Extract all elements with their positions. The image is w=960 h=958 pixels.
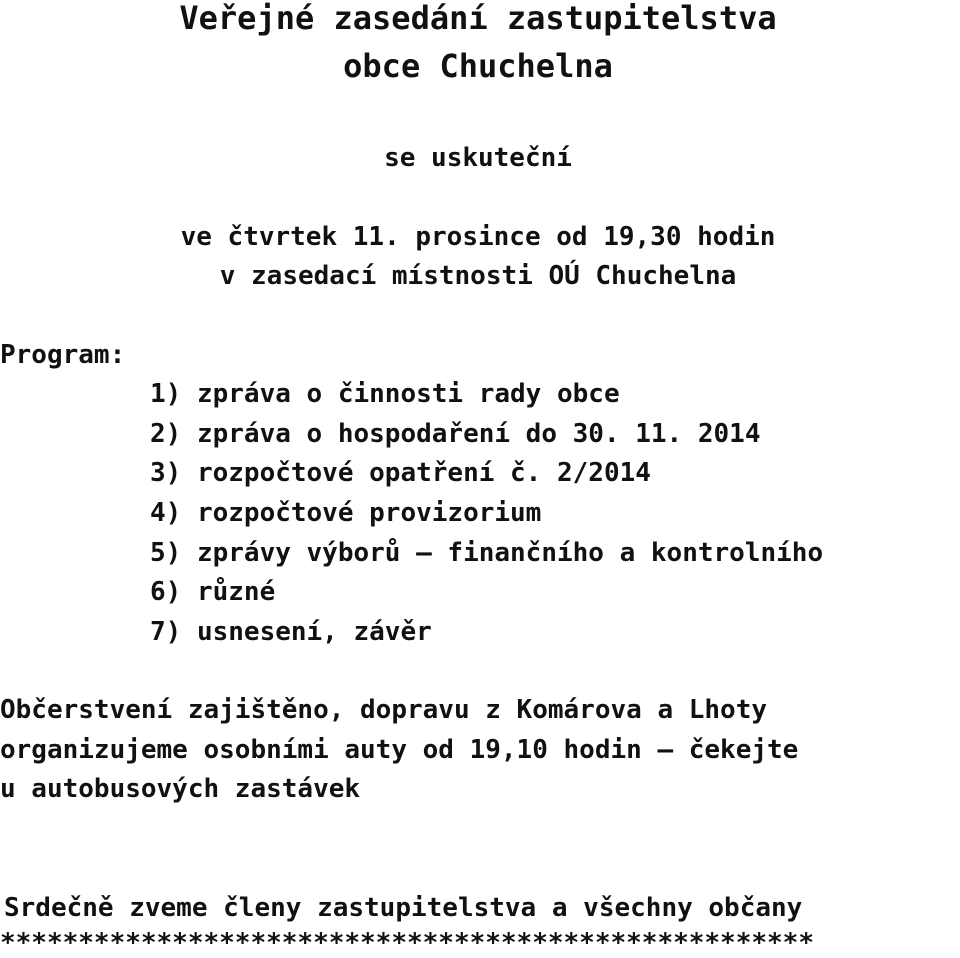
program-label: Program: bbox=[0, 340, 126, 370]
program-item: 1) zpráva o činnosti rady obce bbox=[150, 379, 620, 409]
notice-line-3: u autobusových zastávek bbox=[0, 774, 361, 804]
program-item: 2) zpráva o hospodaření do 30. 11. 2014 bbox=[150, 419, 761, 449]
notice-line-1: Občerstvení zajištěno, dopravu z Komárova a Lhoty bbox=[0, 695, 768, 725]
invitation-line: Srdečně zveme členy zastupitelstva a všechny občany bbox=[4, 893, 803, 923]
separator-line: **************************************************** bbox=[0, 928, 814, 958]
program-item: 5) zprávy výborů – finančního a kontrolního bbox=[150, 538, 824, 568]
program-item: 3) rozpočtové opatření č. 2/2014 bbox=[150, 458, 651, 488]
program-item: 6) různé bbox=[150, 577, 276, 607]
intro-line-2: ve čtvrtek 11. prosince od 19,30 hodin bbox=[180, 222, 776, 252]
program-item: 4) rozpočtové provizorium bbox=[150, 498, 542, 528]
intro-line-3: v zasedací místnosti OÚ Chuchelna bbox=[219, 261, 737, 291]
intro-line-1: se uskuteční bbox=[384, 143, 572, 173]
title-line-1: Veřejné zasedání zastupitelstva bbox=[179, 0, 777, 37]
program-item: 7) usnesení, závěr bbox=[150, 617, 432, 647]
notice-line-2: organizujeme osobními auty od 19,10 hodin – čekejte bbox=[0, 735, 799, 765]
title-line-2: obce Chuchelna bbox=[343, 47, 613, 85]
